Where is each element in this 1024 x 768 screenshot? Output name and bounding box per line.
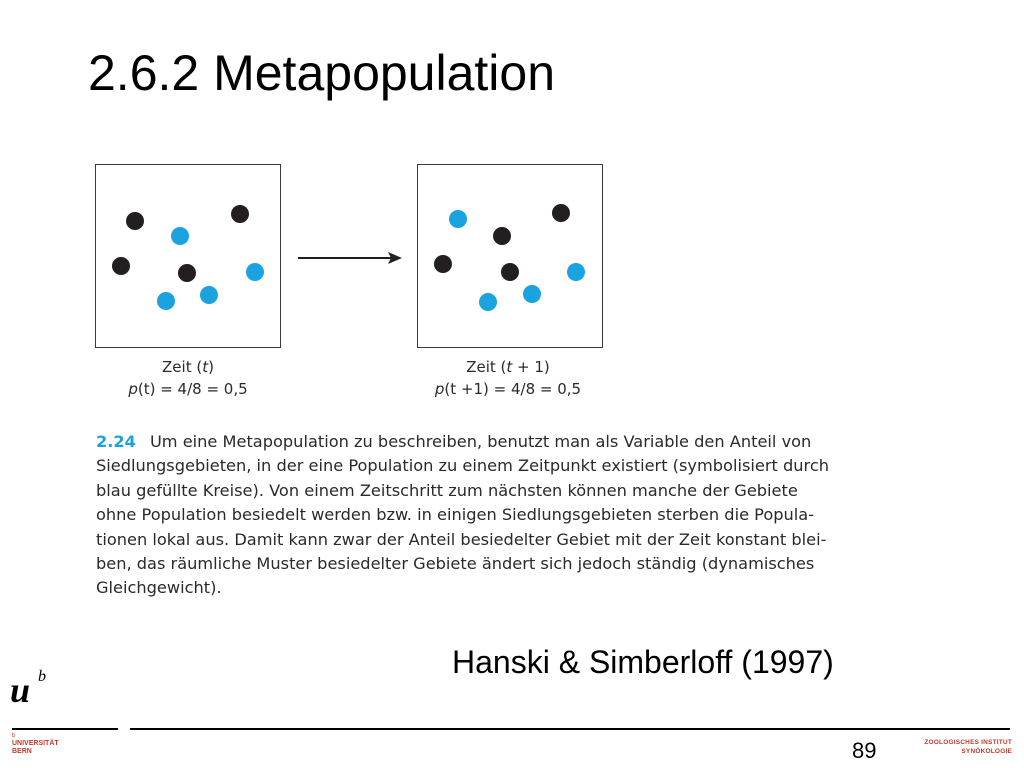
panel-caption-right xyxy=(398,356,618,400)
slide-title: 2.6.2 Metapopulation xyxy=(88,45,556,101)
footer-divider-right xyxy=(130,728,1010,730)
university-logo-superscript: b xyxy=(38,668,46,685)
time-label: Zeit (t) xyxy=(162,358,214,376)
panel-caption-left xyxy=(78,356,298,400)
patch-panel-time-t xyxy=(95,164,281,348)
patch-occupied xyxy=(449,210,467,228)
institute-name: ZOOLOGISCHES INSTITUT SYNÖKOLOGIE xyxy=(924,739,1012,755)
patch-empty xyxy=(112,257,130,275)
patch-empty xyxy=(126,212,144,230)
patch-occupied xyxy=(479,293,497,311)
citation: Hanski & Simberloff (1997) xyxy=(452,644,834,680)
patch-panel-time-t-plus-1 xyxy=(417,164,603,348)
patch-empty xyxy=(552,204,570,222)
patch-occupied xyxy=(200,286,218,304)
caption-line: ohne Population besiedelt werden bzw. in einigen Siedlungsgebieten sterben die Popula- xyxy=(96,505,815,525)
patch-occupied xyxy=(523,285,541,303)
caption-line: ben, das räumliche Muster besiedelter Gebiete ändert sich jedoch ständig (dynamisches xyxy=(96,554,815,574)
patch-empty xyxy=(178,264,196,282)
proportion-formula: p(t +1) = 4/8 = 0,5 xyxy=(434,380,582,398)
patch-occupied xyxy=(171,227,189,245)
footer-divider-left xyxy=(12,728,118,730)
time-step-arrow-icon xyxy=(296,248,402,268)
patch-empty xyxy=(231,205,249,223)
figure-caption xyxy=(96,430,966,601)
university-logo-letter: u xyxy=(10,670,31,710)
caption-line: Siedlungsgebieten, in der eine Population zu einem Zeitpunkt existiert (symbolisiert durch xyxy=(96,456,829,476)
page-number: 89 xyxy=(852,738,877,763)
caption-line: blau gefüllte Kreise). Von einem Zeitschritt zum nächsten können manche der Gebiete xyxy=(96,480,798,500)
caption-line: tionen lokal aus. Damit kann zwar der Anteil besiedelter Gebiet mit der Zeit konstant blei- xyxy=(96,529,827,549)
patch-occupied xyxy=(567,263,585,281)
patch-occupied xyxy=(157,292,175,310)
caption-line: 2.24 Um eine Metapopulation zu beschreiben, benutzt man als Variable den Anteil von xyxy=(96,432,812,451)
patch-empty xyxy=(501,263,519,281)
proportion-formula: p(t) = 4/8 = 0,5 xyxy=(128,380,248,398)
university-name: UNIVERSITÄT BERN xyxy=(12,740,59,755)
caption-line: Gleichgewicht). xyxy=(96,578,222,598)
university-logo-small-b: b xyxy=(12,733,16,739)
time-label: Zeit (t + 1) xyxy=(466,358,550,376)
figure-number: 2.24 xyxy=(96,432,136,451)
patch-empty xyxy=(434,255,452,273)
patch-empty xyxy=(493,227,511,245)
patch-occupied xyxy=(246,263,264,281)
